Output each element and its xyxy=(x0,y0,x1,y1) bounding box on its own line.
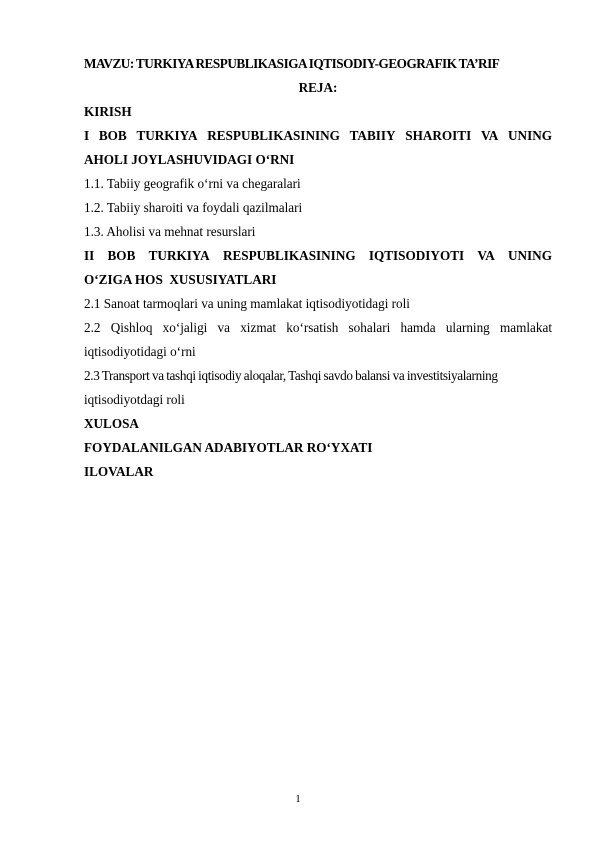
section-2-2-word: Qishloq xyxy=(110,320,153,335)
chapter2-word: VA xyxy=(477,248,495,263)
section-2-2-word: sohalari xyxy=(348,320,391,335)
plan-heading: REJA: xyxy=(298,80,338,95)
chapter1-word: UNING xyxy=(508,128,552,143)
chapter2-word: TURKIYA xyxy=(148,248,210,263)
chapter2-heading-line1 xyxy=(84,244,552,268)
chapter1-word: RESPUBLIKASINING xyxy=(207,128,340,143)
chapter2-heading-line2: O‘ZIGA HOS XUSUSIYATLARI xyxy=(84,272,277,287)
chapter2-word: RESPUBLIKASINING xyxy=(222,248,356,263)
conclusion-heading: XULOSA xyxy=(84,416,139,431)
page-number: 1 xyxy=(295,793,301,805)
chapter1-word: VA xyxy=(480,128,499,143)
section-2-3-line2: iqtisodiyotdagi roli xyxy=(84,392,185,407)
chapter1-word: I xyxy=(84,128,90,143)
section-1-2: 1.2. Tabiiy sharoiti va foydali qazilmalari xyxy=(84,200,303,215)
introduction-heading: KIRISH xyxy=(84,104,132,119)
chapter1-word: TABIIY xyxy=(349,128,396,143)
section-2-2-word: va xyxy=(217,320,230,335)
chapter1-word: SHAROITI xyxy=(405,128,472,143)
section-2-2-line2: iqtisodiyotidagi o‘rni xyxy=(84,344,196,359)
section-2-2-word: ko‘rsatish xyxy=(286,320,339,335)
section-2-3-line1: 2.3 Transport va tashqi iqtisodiy aloqalar, Tashqi savdo balansi va investitsiyalarning xyxy=(84,368,498,383)
section-2-2-word: mamlakat xyxy=(499,320,552,335)
appendices-heading: ILOVALAR xyxy=(84,464,154,479)
section-2-2-word: xo‘jaligi xyxy=(162,320,208,335)
section-2-2-line1 xyxy=(84,316,552,340)
chapter1-heading-line2: AHOLI JOYLASHUVIDAGI O‘RNI xyxy=(84,152,295,167)
references-heading: FOYDALANILGAN ADABIYOTLAR RO‘YXATI xyxy=(84,440,373,455)
section-2-2-word: xizmat xyxy=(240,320,277,335)
document-page xyxy=(84,52,552,484)
chapter1-heading-line1 xyxy=(84,124,552,148)
section-2-2-word: ularning xyxy=(445,320,490,335)
section-2-1: 2.1 Sanoat tarmoqlari va uning mamlakat iqtisodiyotidagi roli xyxy=(84,296,410,311)
chapter2-word: UNING xyxy=(508,248,552,263)
chapter1-word: BOB xyxy=(98,128,127,143)
section-2-2-word: hamda xyxy=(400,320,436,335)
section-1-3: 1.3. Aholisi va mehnat resurslari xyxy=(84,224,256,239)
chapter2-word: BOB xyxy=(107,248,136,263)
chapter2-word: II xyxy=(84,248,95,263)
chapter2-word: IQTISODIYOTI xyxy=(368,248,465,263)
chapter1-word: TURKIYA xyxy=(136,128,198,143)
section-2-2-word: 2.2 xyxy=(84,320,101,335)
section-1-1: 1.1. Tabiiy geografik o‘rni va chegaralari xyxy=(84,176,301,191)
document-title: MAVZU: TURKIYA RESPUBLIKASIGA IQTISODIY-GEOGRAFIK TA’RIF xyxy=(84,56,500,71)
